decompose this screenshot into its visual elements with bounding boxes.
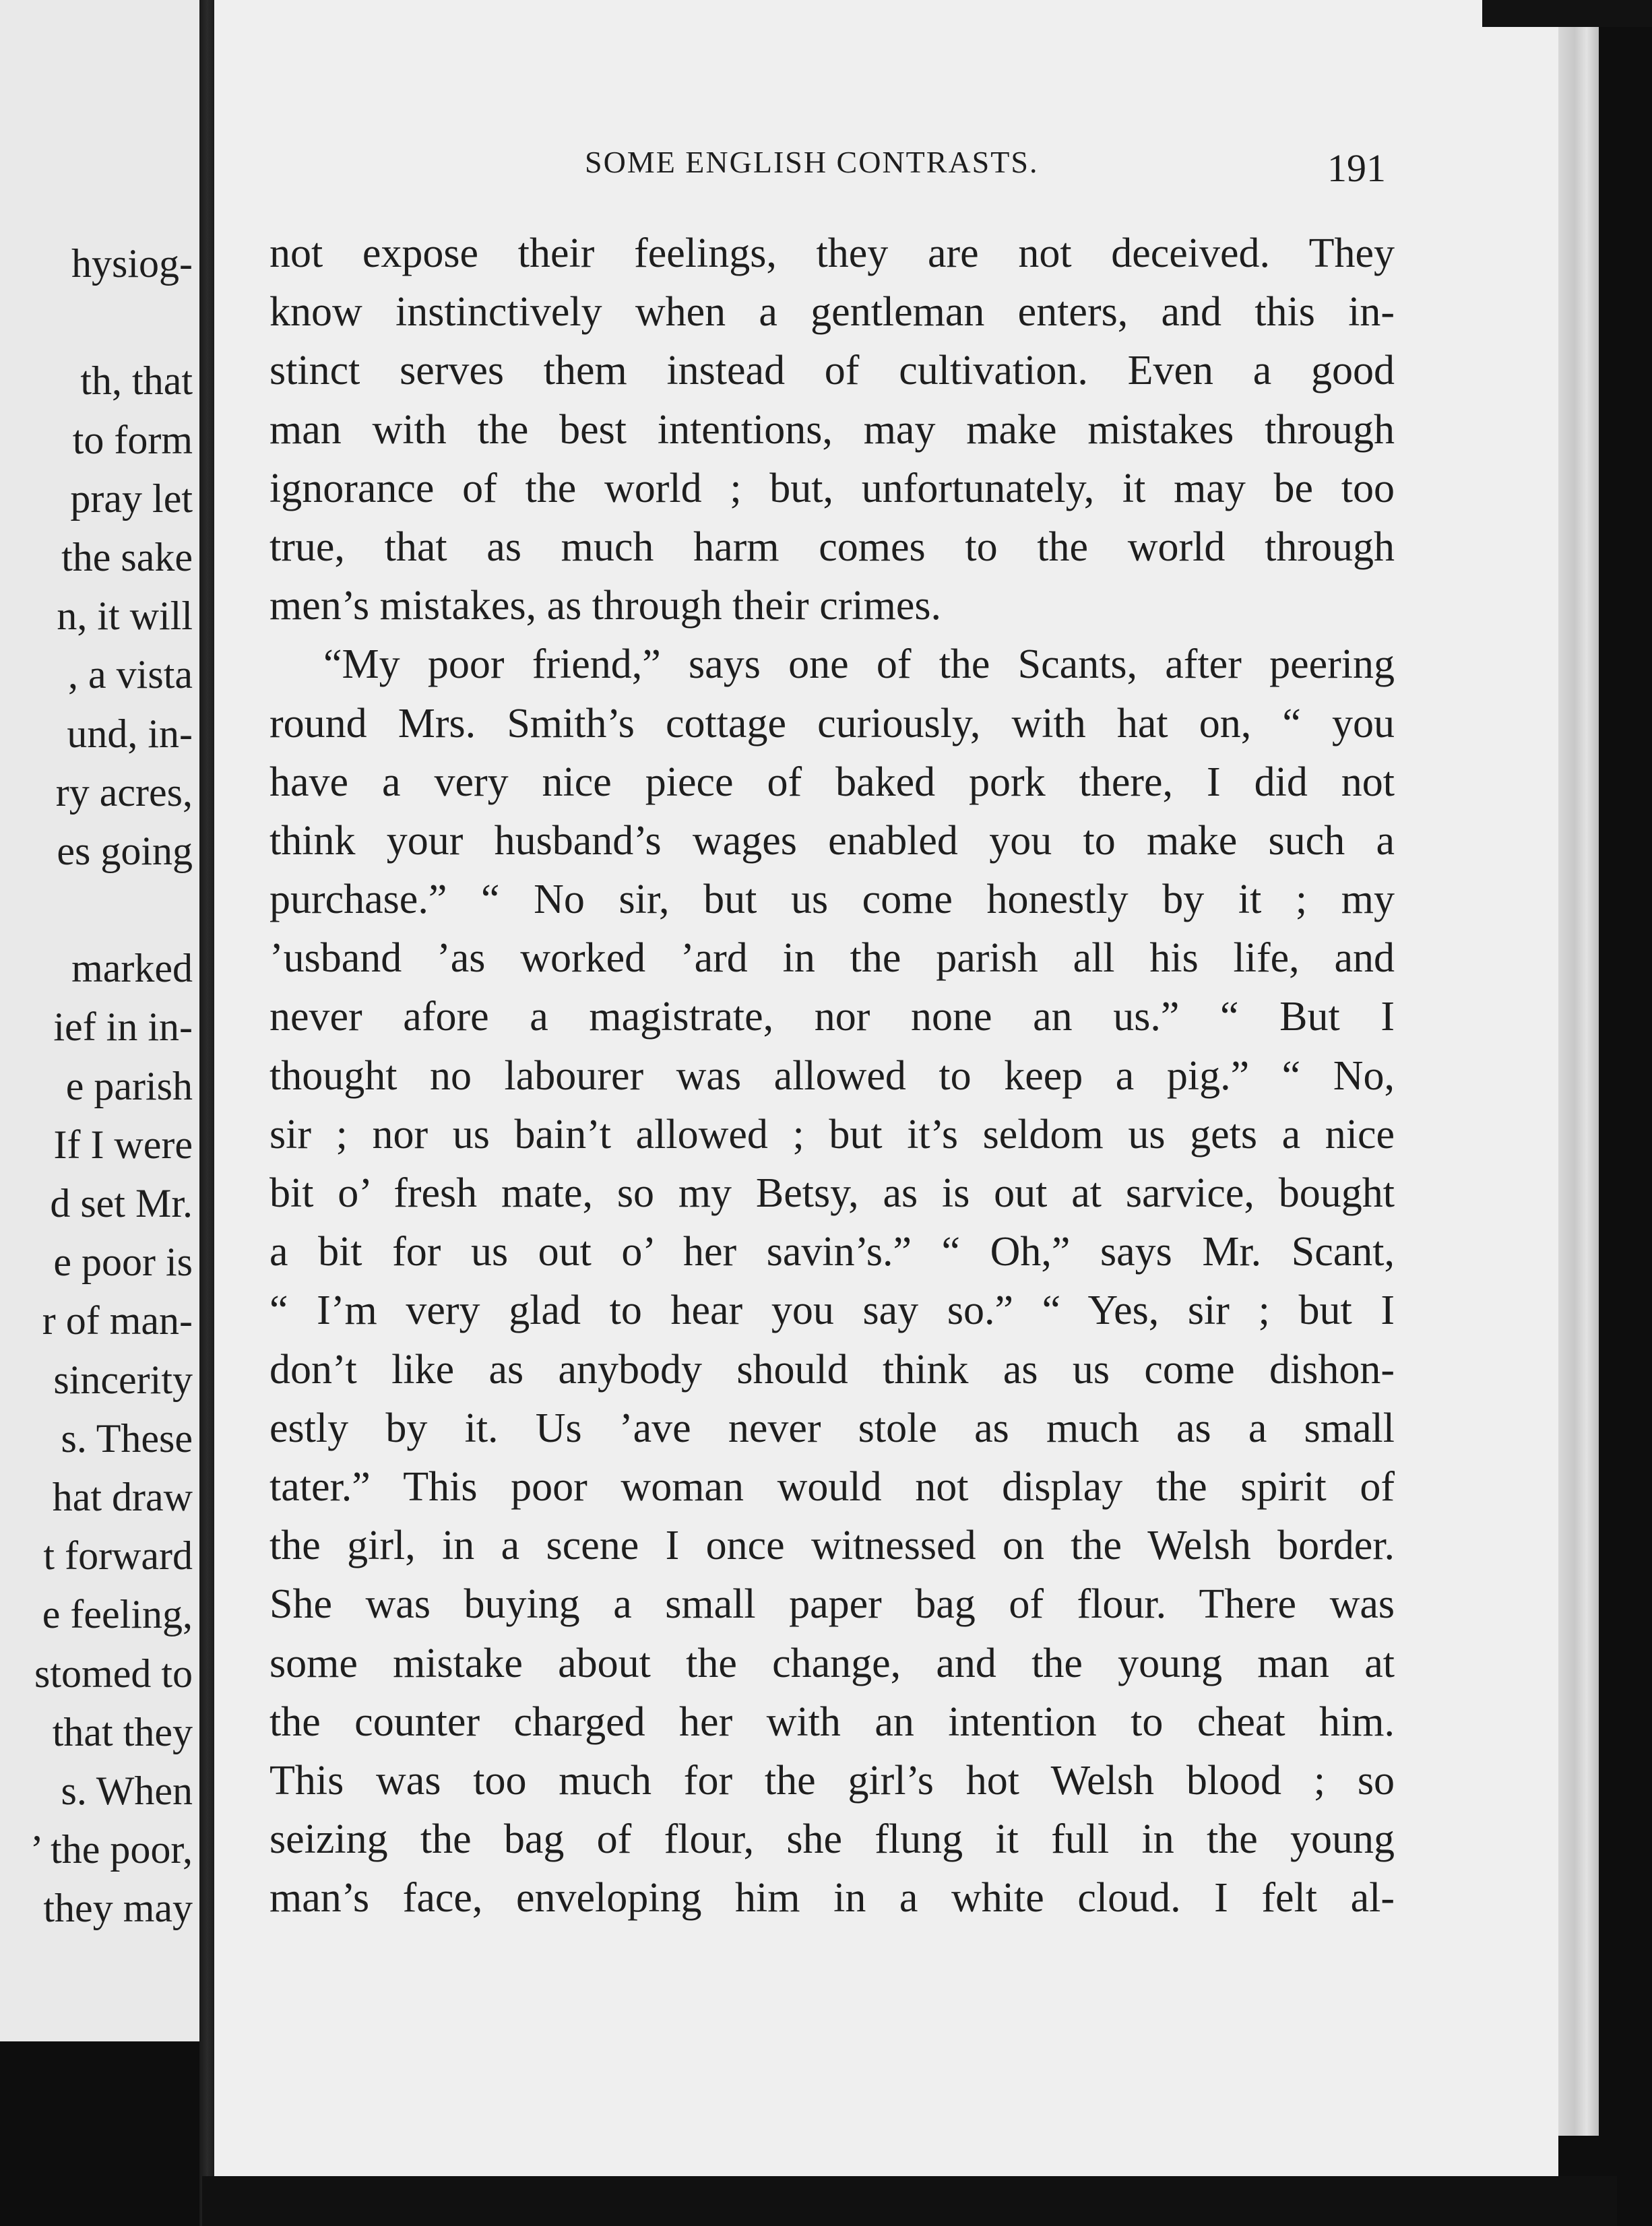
text-line: true, that as much harm comes to the world through [269,523,1395,570]
previous-page-line: to form [72,417,193,462]
previous-page-line: e parish [65,1063,193,1108]
text-line: never afore a magistrate, nor none an us.” “ But I [269,994,1395,1040]
previous-page-line: hat draw [52,1474,193,1519]
page-edges [1558,20,1599,2136]
text-line: bit o’ fresh mate, so my Betsy, as is out at sarvice, bought [269,1170,1395,1216]
text-line: estly by it. Us ’ave never stole as much as a small [269,1405,1395,1451]
previous-page-line: n, it will [57,594,193,639]
previous-page-line: th, that [80,358,193,404]
previous-page-line: ief in in- [53,1005,193,1050]
text-line: the girl, in a scene I once witnessed on the Welsh border. [269,1523,1395,1569]
text-line: stinct serves them instead of cultivation. Even a good [269,348,1395,394]
previous-page-line: ’ the poor, [30,1827,193,1872]
text-line: not expose their feelings, they are not deceived. They [269,230,1395,276]
previous-page-line: e feeling, [42,1592,193,1637]
text-line: purchase.” “ No sir, but us come honestly by it ; my [269,877,1395,923]
text-line: man’s face, enveloping him in a white cloud. I felt al- [269,1875,1395,1921]
text-line: “ I’m very glad to hear you say so.” “ Yes, sir ; but I [269,1287,1395,1334]
previous-page-line [0,293,195,352]
bottom-shadow [202,2176,1617,2226]
previous-page-line [0,881,195,939]
previous-page-line: marked [71,946,193,991]
text-line: think your husband’s wages enabled you to make such a [269,817,1395,864]
previous-page-text [0,234,195,1938]
previous-page [0,0,202,2041]
previous-page-line: stomed to [34,1651,193,1696]
previous-page-line: If I were [53,1122,193,1167]
text-line: She was buying a small paper bag of flour. There was [269,1581,1395,1628]
text-line: ’usband ’as worked ’ard in the parish all his life, and [269,935,1395,982]
page-number: 191 [1327,146,1386,190]
previous-page-line: d set Mr. [50,1181,193,1226]
previous-page-line: ry acres, [55,769,193,815]
text-line: thought no labourer was allowed to keep a pig.” “ No, [269,1052,1395,1099]
text-line: some mistake about the change, and the young man at [269,1640,1395,1686]
text-line: have a very nice piece of baked pork there, I did not [269,759,1395,805]
previous-page-line: the sake [61,534,193,579]
previous-page-line: that they [52,1709,193,1754]
text-line: tater.” This poor woman would not display the spirit of [269,1463,1395,1510]
previous-page-line: hysiog- [71,241,193,286]
previous-page-line: pray let [70,476,193,521]
text-line: the counter charged her with an intention to cheat him. [269,1698,1395,1745]
body-text [269,224,1395,1928]
text-line: man with the best intentions, may make mistakes through [269,406,1395,453]
text-line: round Mrs. Smith’s cottage curiously, with hat on, “ you [269,700,1395,746]
text-line: “My poor friend,” says one of the Scants, after peering [323,641,1395,688]
previous-page-line: t forward [43,1533,193,1579]
text-line: sir ; nor us bain’t allowed ; but it’s seldom us gets a nice [269,1111,1395,1157]
previous-page-line: s. When [61,1768,193,1813]
text-line: ignorance of the world ; but, unfortunately, it may be too [269,465,1395,511]
text-line: know instinctively when a gentleman enters, and this in- [269,289,1395,336]
text-line: don’t like as anybody should think as us come dishon- [269,1346,1395,1393]
previous-page-line: sincerity [53,1357,193,1402]
text-line: This was too much for the girl’s hot Welsh blood ; so [269,1757,1395,1804]
previous-page-line: r of man- [42,1298,193,1343]
text-line: seizing the bag of flour, she flung it full in the young [269,1816,1395,1863]
text-line: a bit for us out o’ her savin’s.” “ Oh,” says Mr. Scant, [269,1229,1395,1275]
previous-page-line: , a vista [68,652,193,697]
previous-page-line: s. These [61,1416,193,1461]
previous-page-line: und, in- [67,711,193,756]
corner-shadow [1482,0,1652,27]
previous-page-line: e poor is [53,1240,193,1285]
running-title: SOME ENGLISH CONTRASTS. [585,145,1039,179]
previous-page-line: es going [57,828,193,873]
text-line: men’s mistakes, as through their crimes. [269,583,941,629]
previous-page-line: they may [43,1886,193,1931]
